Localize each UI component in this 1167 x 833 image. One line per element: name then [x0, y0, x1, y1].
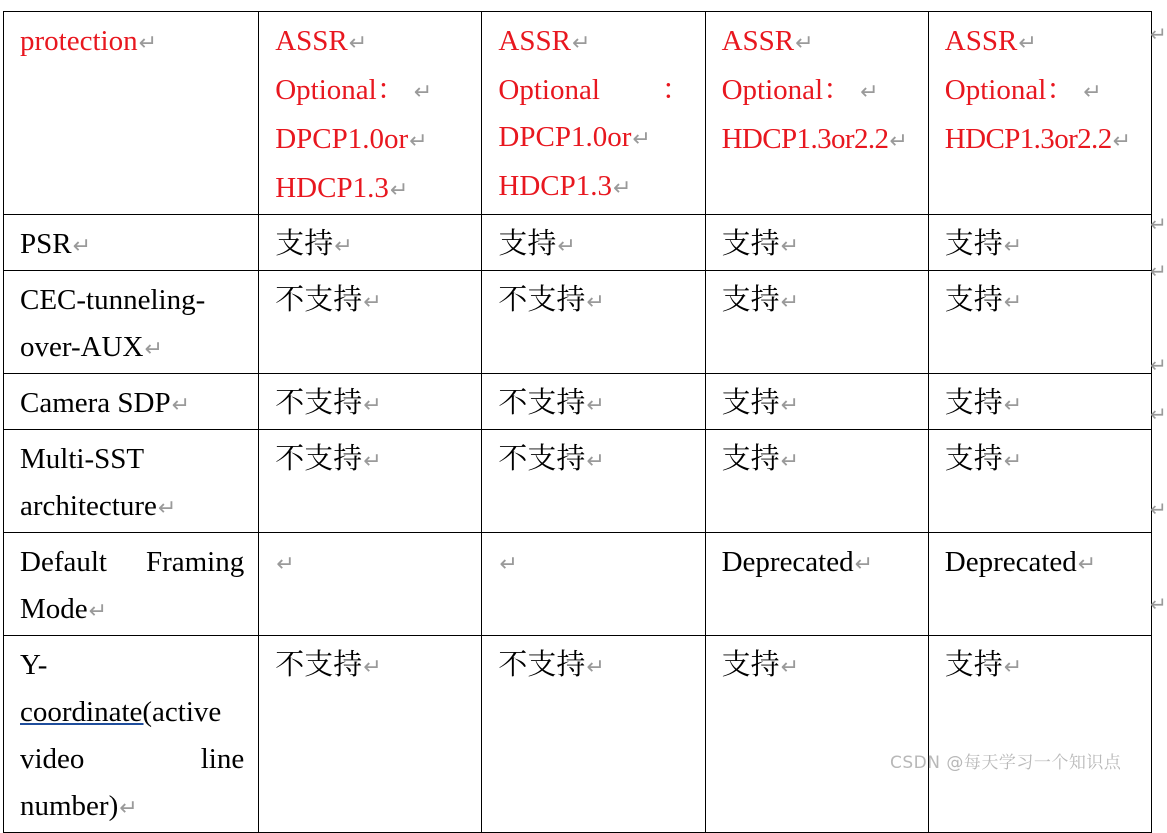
table-row-multi-sst [4, 430, 1152, 533]
return-mark-icon: ↵ [363, 655, 382, 680]
value-text: 不支持 [498, 387, 586, 419]
value-cell [482, 215, 705, 271]
value-cell [705, 430, 928, 533]
value-line: HDCP1.3or2.2 [944, 123, 1112, 155]
value-cell [259, 215, 482, 271]
value-text: 不支持 [275, 649, 363, 681]
value-text: 不支持 [275, 387, 363, 419]
value-text: 支持 [944, 228, 1003, 260]
value-cell [705, 215, 928, 271]
feature-label-underlined: coordinate( [20, 696, 153, 728]
value-cell [705, 12, 928, 215]
value-cell [259, 636, 482, 833]
feature-label: Y- [20, 649, 48, 681]
value-text: 支持 [721, 228, 780, 260]
return-mark-icon: ↵ [854, 552, 874, 577]
return-mark-icon: ↵ [889, 129, 908, 154]
return-mark-icon: ↵ [1003, 290, 1023, 315]
value-cell [928, 374, 1151, 430]
return-mark-icon: ↵ [363, 449, 382, 474]
value-text: 支持 [721, 284, 780, 316]
return-mark-icon: ↵ [171, 393, 191, 418]
value-line: HDCP1.3or2.2 [721, 123, 889, 155]
feature-cell [4, 215, 259, 271]
value-line: Optional ： [498, 74, 691, 106]
value-text: 支持 [944, 387, 1003, 419]
value-cell [928, 430, 1151, 533]
feature-cell [4, 374, 259, 430]
feature-label: Multi-SST [20, 443, 145, 475]
return-mark-icon: ↵ [632, 127, 651, 152]
return-mark-icon: ↵ [157, 496, 177, 521]
value-line: ASSR [275, 25, 348, 57]
return-mark-icon: ↵ [853, 80, 879, 105]
return-mark-icon: ↵ [499, 552, 518, 577]
return-mark-icon: ↵ [586, 449, 605, 474]
table-row-default-framing [4, 533, 1152, 636]
return-mark-icon: ↵ [119, 796, 138, 821]
value-cell [928, 215, 1151, 271]
value-cell [928, 636, 1151, 833]
return-mark-icon: ↵ [409, 129, 428, 154]
feature-label: architecture [20, 490, 157, 522]
value-text: 不支持 [498, 443, 586, 475]
return-mark-icon: ↵ [780, 234, 800, 259]
row-end-mark-icon: ↵ [1150, 497, 1167, 521]
value-text: 支持 [944, 284, 1003, 316]
return-mark-icon: ↵ [795, 31, 814, 56]
feature-cell [4, 271, 259, 374]
return-mark-icon: ↵ [348, 31, 368, 56]
value-line: DPCP1.0or [498, 121, 632, 153]
value-text: 支持 [498, 228, 557, 260]
value-cell [482, 12, 705, 215]
value-cell [482, 374, 705, 430]
return-mark-icon: ↵ [586, 655, 605, 680]
value-text: 支持 [944, 443, 1003, 475]
return-mark-icon: ↵ [1003, 393, 1023, 418]
row-end-mark-icon: ↵ [1150, 22, 1167, 46]
value-cell [928, 533, 1151, 636]
value-line: DPCP1.0or [275, 123, 409, 155]
value-cell [259, 271, 482, 374]
return-mark-icon: ↵ [72, 234, 92, 259]
feature-line-justified [20, 539, 244, 586]
value-cell [482, 430, 705, 533]
value-line-justified [498, 67, 690, 114]
return-mark-icon: ↵ [144, 337, 163, 362]
value-cell [259, 12, 482, 215]
value-cell [928, 271, 1151, 374]
value-line: Optional： [944, 74, 1076, 106]
value-line: HDCP1.3 [498, 170, 613, 202]
value-cell [259, 430, 482, 533]
table-row-psr [4, 215, 1152, 271]
value-text: 支持 [721, 387, 780, 419]
value-text: 支持 [721, 443, 780, 475]
return-mark-icon: ↵ [406, 80, 433, 105]
feature-cell [4, 636, 259, 833]
value-text: 支持 [275, 228, 334, 260]
value-cell [259, 374, 482, 430]
value-text: 不支持 [275, 443, 363, 475]
return-mark-icon: ↵ [1076, 80, 1102, 105]
return-mark-icon: ↵ [780, 655, 800, 680]
return-mark-icon: ↵ [613, 176, 632, 201]
feature-label: PSR [20, 228, 72, 260]
row-end-mark-icon: ↵ [1150, 353, 1167, 377]
return-mark-icon: ↵ [1077, 552, 1097, 577]
value-line: Optional： [275, 74, 406, 106]
return-mark-icon: ↵ [780, 290, 800, 315]
return-mark-icon: ↵ [780, 449, 800, 474]
value-text: 不支持 [275, 284, 363, 316]
feature-label: Mode [20, 593, 88, 625]
return-mark-icon: ↵ [1003, 449, 1023, 474]
feature-cell [4, 12, 259, 215]
feature-label: number) [20, 790, 119, 822]
value-cell [482, 533, 705, 636]
feature-label: Camera SDP [20, 387, 171, 419]
feature-label: active [152, 696, 222, 728]
feature-label: protection [20, 25, 138, 57]
table-row-y-coordinate [4, 636, 1152, 833]
return-mark-icon: ↵ [1112, 129, 1132, 154]
value-line: ASSR [944, 25, 1018, 57]
return-mark-icon: ↵ [586, 290, 605, 315]
value-cell [705, 533, 928, 636]
return-mark-icon: ↵ [586, 393, 605, 418]
value-line: Optional： [721, 74, 853, 106]
return-mark-icon: ↵ [389, 178, 409, 203]
value-text: Deprecated [721, 546, 854, 578]
value-text: 支持 [721, 649, 780, 681]
value-cell [705, 271, 928, 374]
return-mark-icon: ↵ [363, 393, 382, 418]
value-line: ASSR [721, 25, 795, 57]
return-mark-icon: ↵ [1018, 31, 1037, 56]
feature-label: over-AUX [20, 331, 144, 363]
return-mark-icon: ↵ [557, 234, 576, 259]
feature-label: Default Framing [20, 546, 245, 578]
return-mark-icon: ↵ [276, 552, 295, 577]
value-cell [928, 12, 1151, 215]
value-cell [705, 374, 928, 430]
row-end-mark-icon: ↵ [1150, 259, 1167, 283]
return-mark-icon: ↵ [363, 290, 382, 315]
value-cell [482, 271, 705, 374]
value-text: 支持 [944, 649, 1003, 681]
watermark: CSDN @每天学习一个知识点 [890, 753, 1122, 773]
return-mark-icon: ↵ [138, 31, 158, 56]
table-row-cec-tunneling [4, 271, 1152, 374]
return-mark-icon: ↵ [780, 393, 800, 418]
table-row-protection [4, 12, 1152, 215]
row-end-mark-icon: ↵ [1150, 402, 1167, 426]
value-line: ASSR [498, 25, 571, 57]
feature-label: CEC-tunneling- [20, 284, 206, 316]
return-mark-icon: ↵ [1003, 655, 1023, 680]
table-row-camera-sdp [4, 374, 1152, 430]
feature-label: video line [20, 743, 245, 775]
value-line: HDCP1.3 [275, 172, 389, 204]
value-text: 不支持 [498, 649, 586, 681]
row-end-mark-icon: ↵ [1150, 592, 1167, 616]
feature-comparison-table [3, 11, 1152, 833]
value-cell [259, 533, 482, 636]
feature-line-justified [20, 736, 244, 783]
return-mark-icon: ↵ [1003, 234, 1023, 259]
return-mark-icon: ↵ [571, 31, 591, 56]
feature-cell [4, 533, 259, 636]
feature-cell [4, 430, 259, 533]
value-cell [482, 636, 705, 833]
return-mark-icon: ↵ [334, 234, 353, 259]
return-mark-icon: ↵ [88, 599, 108, 624]
row-end-mark-icon: ↵ [1150, 212, 1167, 236]
value-cell [705, 636, 928, 833]
value-text: 不支持 [498, 284, 586, 316]
value-text: Deprecated [944, 546, 1077, 578]
